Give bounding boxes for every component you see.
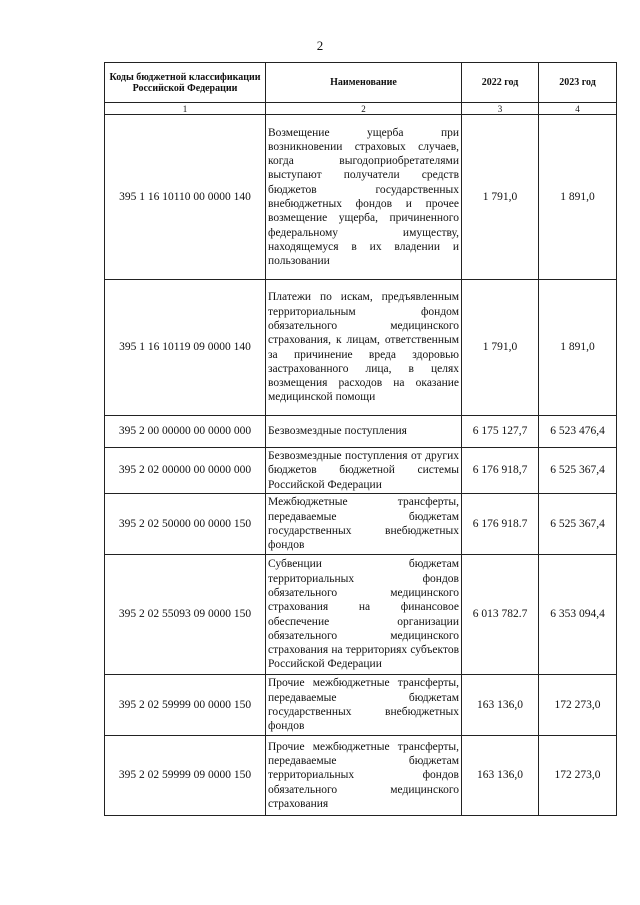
header-year-2022: 2022 год — [462, 63, 539, 103]
table-row — [105, 555, 617, 675]
budget-table — [104, 62, 617, 816]
value-2022: 6 176 918.7 — [462, 494, 539, 555]
header-year-2023: 2023 год — [539, 63, 617, 103]
budget-code: 395 2 00 00000 00 0000 000 — [105, 416, 266, 448]
item-name: Субвенции бюджетам территориальных фондов обязательного медицинского страхования на финансовое обеспечение организации обязательного медицинского страхования на территориях субъектов Российской Федерации — [266, 555, 462, 675]
value-2022: 6 175 127,7 — [462, 416, 539, 448]
table-row — [105, 115, 617, 280]
value-2022: 6 013 782.7 — [462, 555, 539, 675]
budget-code: 395 2 02 59999 00 0000 150 — [105, 675, 266, 736]
value-2022: 1 791,0 — [462, 280, 539, 416]
value-2023: 172 273,0 — [539, 736, 617, 816]
value-2023: 6 353 094,4 — [539, 555, 617, 675]
page-number: 2 — [316, 38, 324, 53]
value-2023: 1 891,0 — [539, 115, 617, 280]
column-number: 2 — [266, 103, 462, 115]
budget-code: 395 1 16 10119 09 0000 140 — [105, 280, 266, 416]
table-header-row — [105, 63, 617, 103]
budget-code: 395 2 02 50000 00 0000 150 — [105, 494, 266, 555]
column-number: 1 — [105, 103, 266, 115]
table-row — [105, 416, 617, 448]
value-2023: 172 273,0 — [539, 675, 617, 736]
budget-code: 395 1 16 10110 00 0000 140 — [105, 115, 266, 280]
value-2022: 1 791,0 — [462, 115, 539, 280]
table-row — [105, 494, 617, 555]
value-2023: 6 525 367,4 — [539, 494, 617, 555]
item-name: Межбюджетные трансферты, передаваемые бюджетам государственных внебюджетных фондов — [266, 494, 462, 555]
budget-code: 395 2 02 00000 00 0000 000 — [105, 448, 266, 494]
header-code: Коды бюджетной классификации Российской Федерации — [105, 63, 266, 103]
header-name: Наименование — [266, 63, 462, 103]
item-name: Возмещение ущерба при возникновении страховых случаев, когда выгодоприобретателями выступают получатели средств бюджетов государственных внебюджетных фондов и прочее возмещение ущерба, причиненного федеральному имуществу, находящемуся в их владении и пользовании — [266, 115, 462, 280]
budget-code: 395 2 02 55093 09 0000 150 — [105, 555, 266, 675]
item-name: Прочие межбюджетные трансферты, передаваемые бюджетам государственных внебюджетных фондов — [266, 675, 462, 736]
item-name: Безвозмездные поступления от других бюджетов бюджетной системы Российской Федерации — [266, 448, 462, 494]
value-2022: 163 136,0 — [462, 736, 539, 816]
item-name: Платежи по искам, предъявленным территориальным фондом обязательного медицинского страхования, к лицам, ответственным за причинение вреда здоровью застрахованного лица, в целях возмещения расходов на оказание медицинской помощи — [266, 280, 462, 416]
table-row — [105, 448, 617, 494]
item-name: Безвозмездные поступления — [266, 416, 462, 448]
table-row — [105, 280, 617, 416]
column-number: 4 — [539, 103, 617, 115]
value-2022: 163 136,0 — [462, 675, 539, 736]
table-row — [105, 675, 617, 736]
value-2023: 1 891,0 — [539, 280, 617, 416]
budget-code: 395 2 02 59999 09 0000 150 — [105, 736, 266, 816]
column-number: 3 — [462, 103, 539, 115]
item-name: Прочие межбюджетные трансферты, передаваемые бюджетам территориальных фондов обязательного медицинского страхования — [266, 736, 462, 816]
value-2023: 6 523 476,4 — [539, 416, 617, 448]
table-row — [105, 736, 617, 816]
value-2023: 6 525 367,4 — [539, 448, 617, 494]
value-2022: 6 176 918,7 — [462, 448, 539, 494]
column-number-row — [105, 103, 617, 115]
